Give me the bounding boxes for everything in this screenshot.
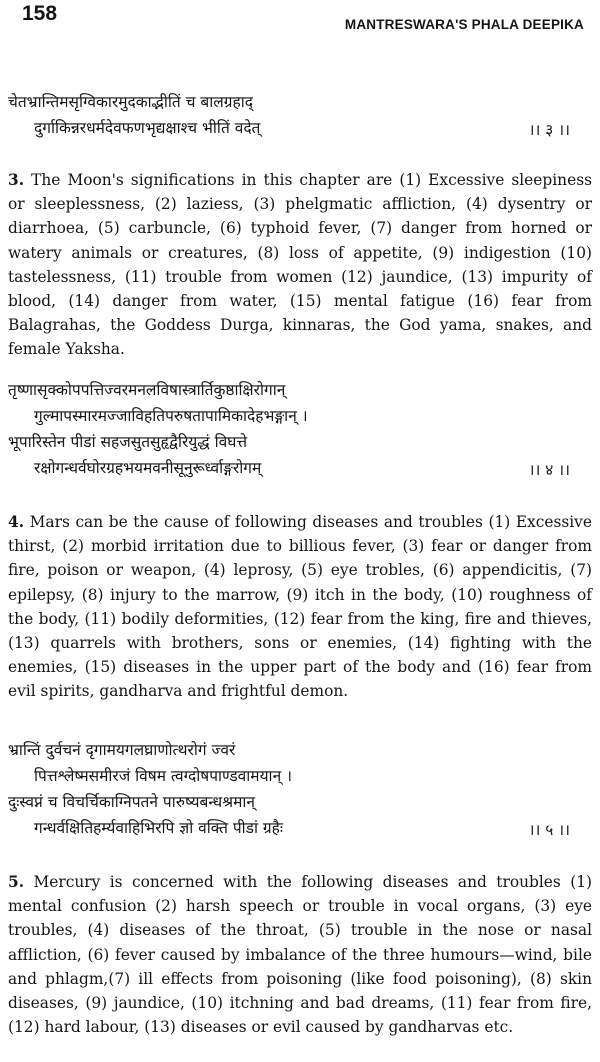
paragraph-5-text: Mercury is concerned with the following diseases and troubles (1) mental confusion (2) harsh speech or trouble in vocal organs, (3) eye troubles, (4) diseases of the throat, (5) trouble in the nose or nasal affliction, (6) fever caused by imbalance of the three humours—wind, bile and phlagm,(7) ill effects from poisoning (like food poisoning), (8) skin diseases, (9) jaundice, (10) itchning and bad dreams, (11) fear from fire, (12) hard labour, (13) diseases or evil caused by gandharvas etc. [8, 873, 592, 1037]
paragraph-4-number: 4. [8, 513, 25, 531]
paragraph-4-text: Mars can be the cause of following diseases and troubles (1) Excessive thirst, (2) morbid irritation due to billious fever, (3) fear or danger from fire, poison or weapon, (4) leprosy, (5) eye trobles, (6) appendicitis, (7) epilepsy, (8) injury to the marrow, (9) itch in the body, (10) roughness of the body, (11) bodily deformities, (12) fear from the king, fire and thieves, (13) quarrels with brothers, sons or enemies, (14) fighting with the enemies, (15) diseases in the upper part of the body and (16) fear from evil spirits, gandharva and frightful demon. [8, 513, 592, 701]
paragraph-3 [8, 168, 592, 362]
verse-5-line-3: दुःस्वप्नं च विचर्चिकाग्निपतने पारुष्यबन्धश्रमान् [8, 793, 256, 811]
verse-5-line-1: भ्रान्तिं दुर्वचनं दृगामयगलघ्राणोत्थरोगं ज्वरं [8, 741, 236, 759]
page-number: 158 [22, 2, 58, 25]
verse-5-line-4: गन्धर्वक्षितिहर्म्यवाहिभिरपि ज्ञो वक्ति पीडां ग्रहैः [34, 819, 284, 837]
verse-3-number: ।। ३ ।। [528, 121, 570, 139]
verse-4-line-2: गुल्मापस्मारमज्जाविहतिपरुषतापामिकादेहभङ्गान् । [34, 407, 308, 425]
paragraph-4 [8, 510, 592, 704]
verse-4-number: ।। ४ ।। [528, 461, 570, 479]
verse-3-line-2: दुर्गाकिन्नरधर्मदेवफणभृद्यक्षाश्च भीतिं वदेत् [34, 119, 261, 137]
verse-4-line-4: रक्षोगन्धर्वघोरग्रहभयमवनीसूनुरूर्ध्वाङ्गरोगम् [34, 459, 262, 477]
paragraph-3-number: 3. [8, 171, 25, 189]
verse-4-line-1: तृष्णासृक्कोपपत्तिज्वरमनलविषास्त्रार्तिकुष्ठाक्षिरोगान् [8, 381, 286, 399]
running-title: MANTRESWARA'S PHALA DEEPIKA [344, 17, 584, 32]
paragraph-5 [8, 870, 592, 1039]
verse-3-line-1: चेतभ्रान्तिमसृग्विकारमुदकाद्भीतिं च बालग्रहाद् [8, 93, 254, 111]
verse-4-line-3: भूपारिस्तेन पीडां सहजसुतसुहृद्वैरियुद्धं विघत्ते [8, 433, 248, 451]
paragraph-3-text: The Moon's significations in this chapter are (1) Excessive sleepiness or sleeplessness, (2) laziess, (3) phelgmatic affliction, (4) dysentry or diarrhoea, (5) carbuncle, (6) typhoid fever, (7) danger from horned or watery animals or creatures, (8) loss of appetite, (9) indigestion (10) tastelessness, (11) trouble from women (12) jaundice, (13) impurity of blood, (14) danger from water, (15) mental fatigue (16) fear from Balagrahas, the Goddess Durga, kinnaras, the God yama, snakes, and female Yaksha. [8, 171, 592, 359]
verse-5-number: ।। ५ ।। [528, 821, 570, 839]
paragraph-5-number: 5. [8, 873, 25, 891]
verse-5-line-2: पित्तश्लेष्मसमीरजं विषम त्वग्दोषपाण्डवामयान् । [34, 767, 292, 785]
